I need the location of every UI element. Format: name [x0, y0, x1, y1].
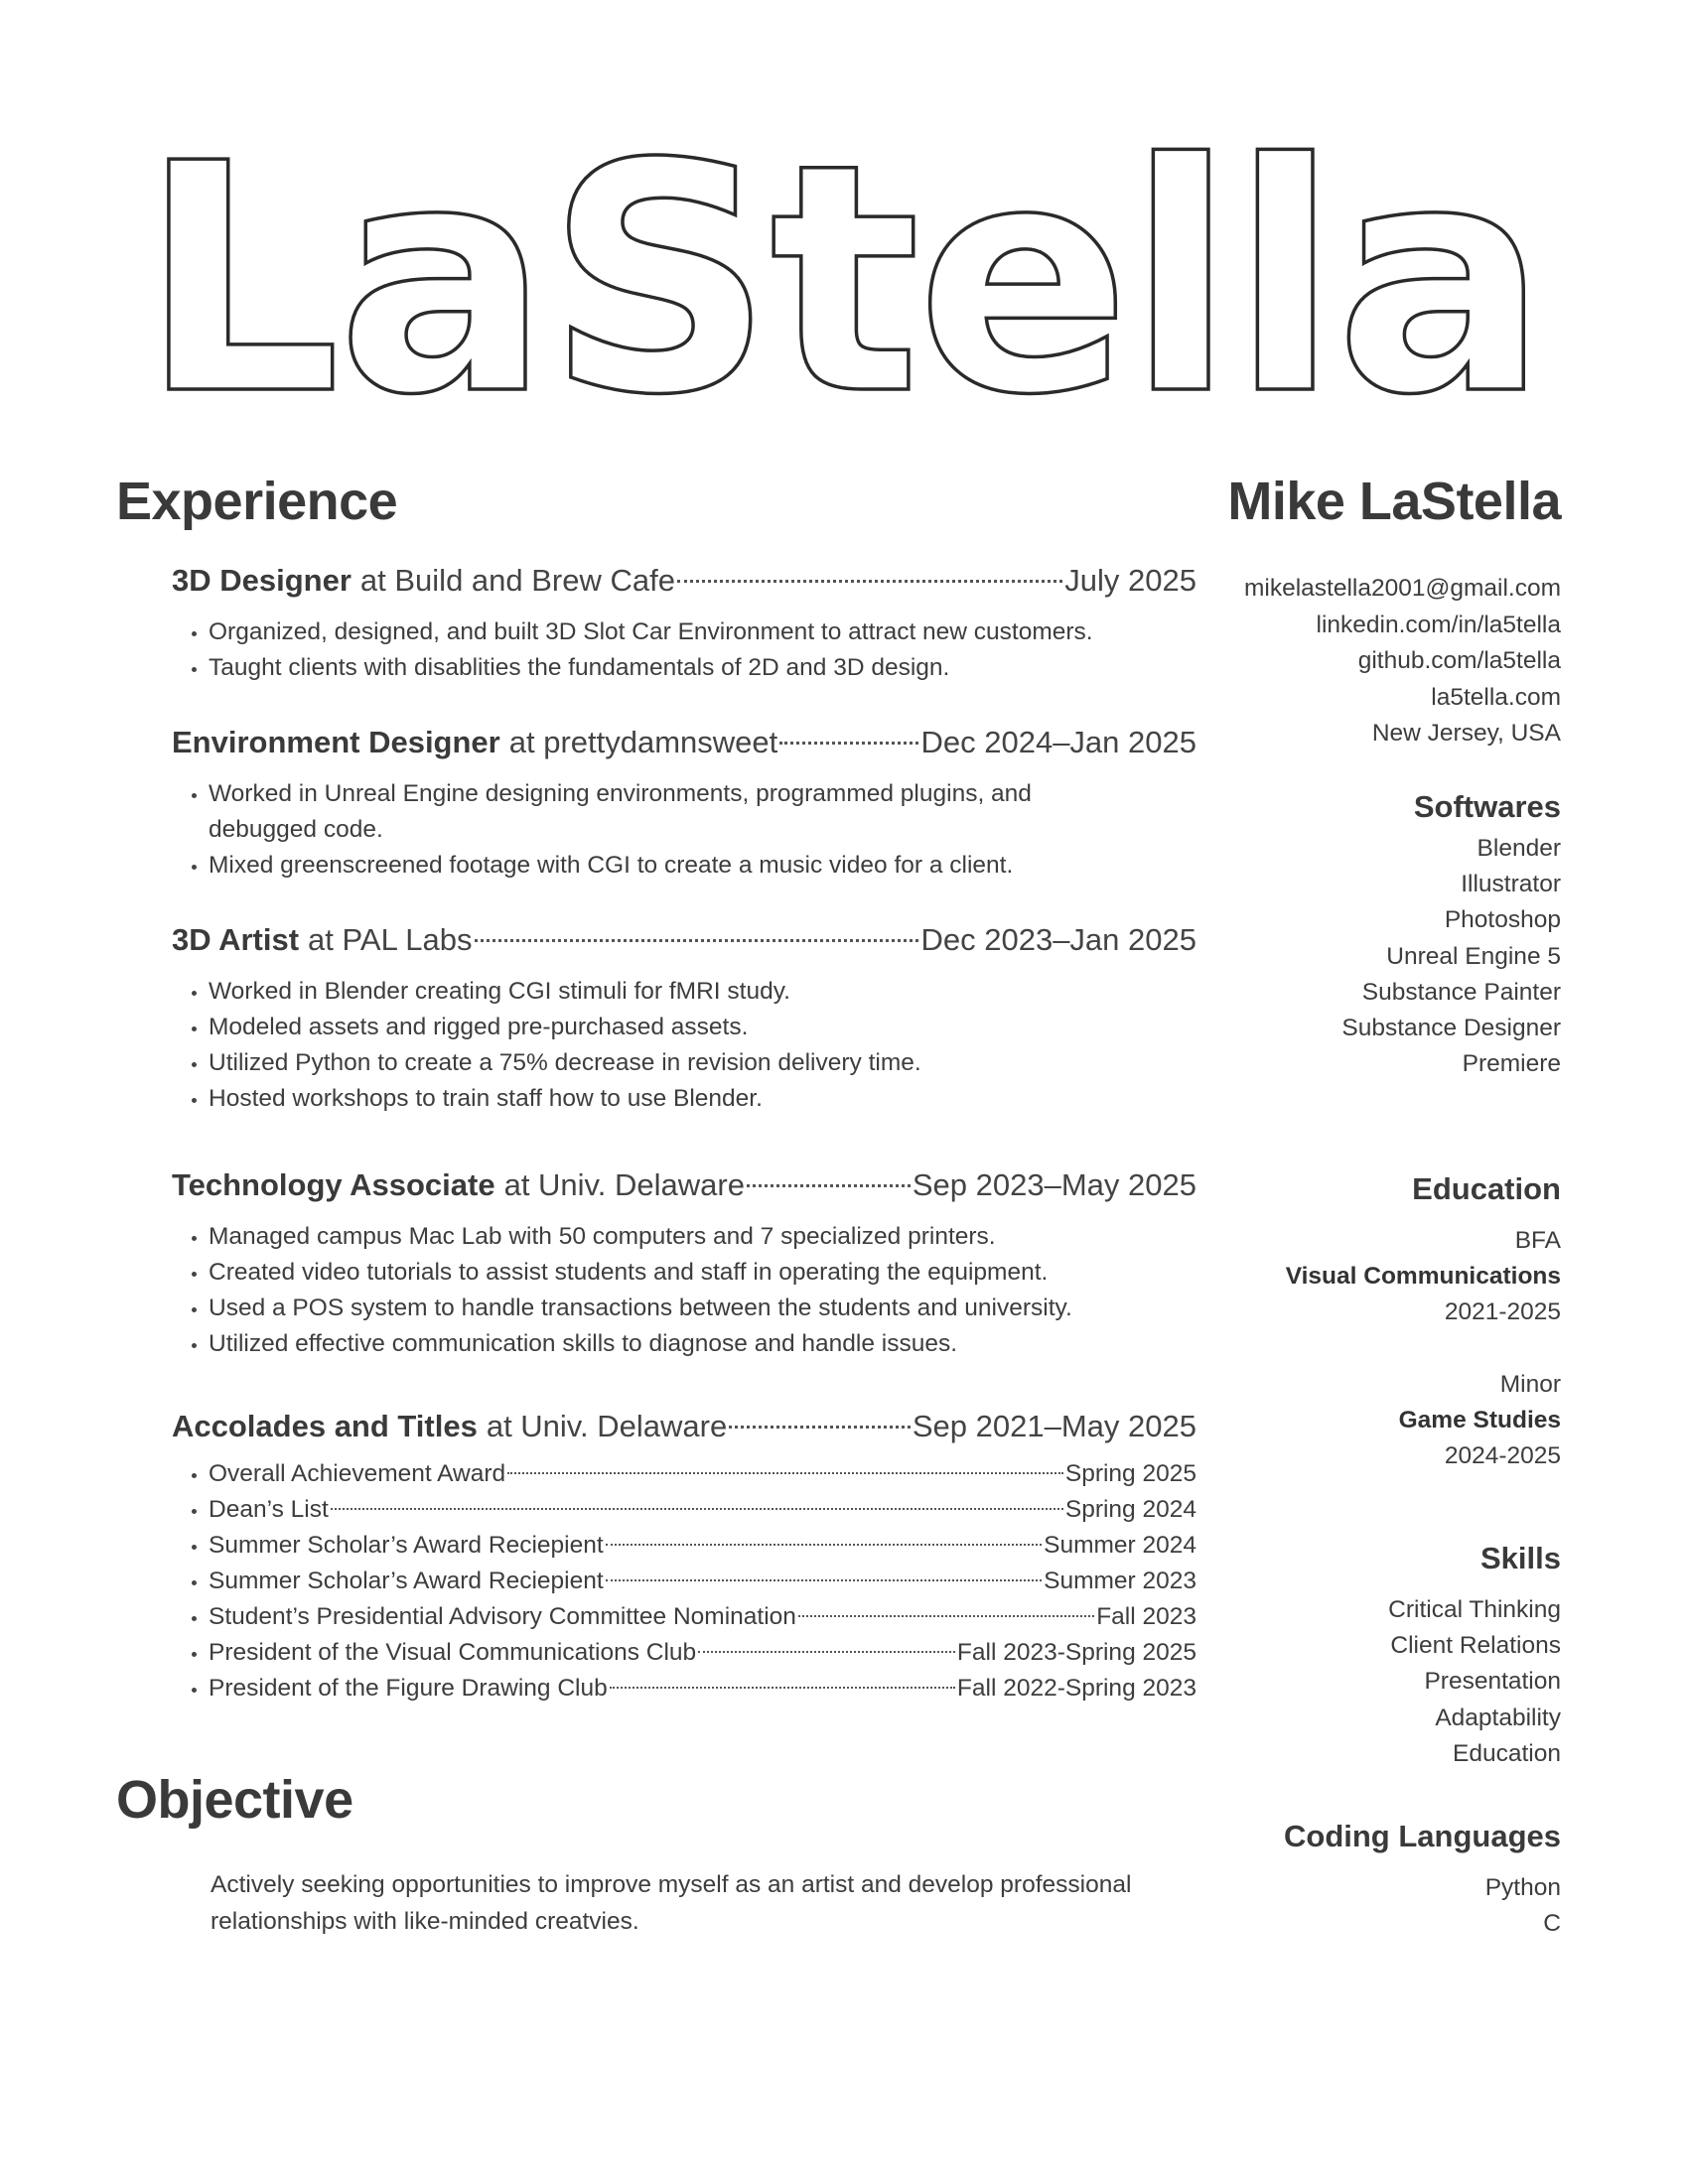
skill-item: Adaptability — [1435, 1704, 1561, 1731]
job-date: Sep 2023–May 2025 — [912, 1167, 1196, 1202]
skills-section — [1184, 1539, 1561, 1772]
job-bullet: Used a POS system to handle transactions between the students and university. — [192, 1291, 1196, 1326]
award-date: Fall 2023 — [1096, 1603, 1196, 1630]
major-years: 2021-2025 — [1444, 1298, 1561, 1326]
education-list — [1184, 1223, 1561, 1474]
job-bullet: Worked in Blender creating CGI stimuli for fMRI study. — [192, 974, 1196, 1010]
award-item — [192, 1671, 1196, 1706]
award-name: President of the Figure Drawing Club — [209, 1675, 608, 1702]
job-entry — [172, 1165, 1196, 1362]
software-item: Substance Painter — [1361, 978, 1561, 1006]
job-bullet: Taught clients with disablities the fundamentals of 2D and 3D design. — [192, 650, 1196, 686]
job-header — [172, 723, 1196, 762]
job-bullet: Worked in Unreal Engine designing environments, programmed plugins, and debugged code. — [192, 776, 1122, 848]
objective-text: Actively seeking opportunities to improve myself as an artist and develop professional relationships with like-minded creatvies. — [211, 1871, 1132, 1935]
award-name: Student’s Presidential Advisory Committee Nomination — [209, 1603, 796, 1630]
software-item: Photoshop — [1444, 906, 1561, 934]
award-item — [192, 1456, 1196, 1492]
software-item: Premiere — [1462, 1050, 1561, 1078]
dot-leader — [475, 939, 919, 942]
award-item — [192, 1528, 1196, 1564]
dot-leader — [677, 580, 1062, 583]
name-banner-graphic — [107, 129, 1577, 427]
job-org: at Univ. Delaware — [486, 1409, 728, 1443]
job-date: Dec 2023–Jan 2025 — [920, 922, 1196, 957]
job-bullet: Modeled assets and rigged pre-purchased assets. — [192, 1010, 1196, 1045]
linkedin-link[interactable]: linkedin.com/in/la5tella — [1316, 611, 1561, 638]
award-item — [192, 1599, 1196, 1635]
job-title: 3D Artist — [172, 922, 300, 957]
email-link[interactable]: mikelastella2001@gmail.com — [1243, 575, 1561, 602]
award-date: Spring 2025 — [1064, 1460, 1196, 1487]
major: Visual Communications — [1285, 1263, 1561, 1291]
award-date: Fall 2023-Spring 2025 — [956, 1639, 1196, 1666]
job-date: July 2025 — [1064, 563, 1196, 598]
award-item — [192, 1564, 1196, 1599]
website-link[interactable]: la5tella.com — [1431, 683, 1561, 711]
coding-item: Python — [1484, 1874, 1561, 1901]
education-heading: Education — [1412, 1171, 1561, 1206]
softwares-list — [1184, 831, 1561, 1082]
job-bullet: Mixed greenscreened footage with CGI to create a music video for a client. — [192, 848, 1196, 884]
job-entry — [172, 723, 1196, 884]
github-link[interactable]: github.com/la5tella — [1357, 647, 1561, 674]
job-org: at Build and Brew Cafe — [359, 563, 675, 598]
award-date: Summer 2024 — [1044, 1532, 1196, 1559]
accolades-entry — [172, 1407, 1196, 1706]
job-bullets — [192, 614, 1196, 686]
software-item: Unreal Engine 5 — [1386, 942, 1561, 970]
job-date: Dec 2024–Jan 2025 — [920, 725, 1196, 759]
job-title: 3D Designer — [172, 563, 352, 598]
award-name: President of the Visual Communications Club — [209, 1639, 697, 1666]
award-item — [192, 1635, 1196, 1671]
coding-section — [1184, 1817, 1561, 1942]
job-bullet: Created video tutorials to assist students and staff in operating the equipment. — [192, 1255, 1196, 1291]
job-date: Sep 2021–May 2025 — [912, 1409, 1196, 1443]
dot-leader — [610, 1687, 955, 1689]
minor-label: Minor — [1499, 1370, 1561, 1398]
experience-heading: Experience — [116, 472, 398, 531]
software-item: Illustrator — [1461, 871, 1561, 898]
job-header — [172, 561, 1196, 601]
skills-list — [1184, 1592, 1561, 1772]
dot-leader — [698, 1651, 955, 1653]
skill-item: Client Relations — [1390, 1632, 1561, 1660]
location-text: New Jersey, USA — [1371, 720, 1561, 747]
job-bullets — [192, 1219, 1196, 1362]
dot-leader — [606, 1579, 1042, 1581]
skill-item: Critical Thinking — [1388, 1596, 1561, 1623]
skills-heading: Skills — [1480, 1541, 1561, 1575]
award-name: Overall Achievement Award — [209, 1460, 506, 1487]
software-item: Substance Designer — [1341, 1015, 1561, 1042]
degree: BFA — [1514, 1227, 1561, 1254]
job-bullets — [192, 974, 1196, 1117]
job-org: at PAL Labs — [308, 922, 473, 957]
dot-leader — [507, 1472, 1063, 1474]
minor: Game Studies — [1398, 1406, 1561, 1433]
award-name: Dean’s List — [209, 1496, 329, 1523]
coding-heading: Coding Languages — [1284, 1819, 1561, 1853]
dot-leader — [747, 1184, 911, 1187]
skill-item: Education — [1453, 1739, 1561, 1767]
job-header — [172, 1165, 1196, 1205]
education-section — [1184, 1169, 1561, 1474]
job-title: Technology Associate — [172, 1167, 495, 1202]
software-item: Blender — [1477, 835, 1561, 862]
job-bullets — [192, 776, 1196, 884]
skill-item: Presentation — [1424, 1668, 1561, 1696]
job-header — [172, 1407, 1196, 1446]
award-list — [192, 1456, 1196, 1706]
award-name: Summer Scholar’s Award Reciepient — [209, 1568, 604, 1594]
job-bullet: Managed campus Mac Lab with 50 computers and 7 specialized printers. — [192, 1219, 1196, 1255]
dot-leader — [331, 1508, 1063, 1510]
award-item — [192, 1492, 1196, 1528]
job-bullet: Hosted workshops to train staff how to use Blender. — [192, 1081, 1196, 1117]
coding-list — [1184, 1870, 1561, 1942]
coding-item: C — [1543, 1910, 1561, 1938]
dot-leader — [779, 742, 918, 745]
job-entry — [172, 561, 1196, 686]
award-date: Fall 2022-Spring 2023 — [956, 1675, 1196, 1702]
softwares-heading: Softwares — [1413, 789, 1561, 824]
job-title: Accolades and Titles — [172, 1409, 478, 1443]
job-bullet: Organized, designed, and built 3D Slot Car Environment to attract new customers. — [192, 614, 1196, 650]
job-org: at Univ. Delaware — [503, 1167, 745, 1202]
name-banner-text: LaStella — [139, 129, 1545, 427]
contact-info — [1184, 571, 1561, 752]
award-name: Summer Scholar’s Award Reciepient — [209, 1532, 604, 1559]
job-title: Environment Designer — [172, 725, 500, 759]
softwares-section — [1184, 787, 1561, 1082]
job-bullet: Utilized effective communication skills to diagnose and handle issues. — [192, 1326, 1196, 1362]
minor-years: 2024-2025 — [1444, 1442, 1561, 1470]
dot-leader — [729, 1426, 911, 1429]
dot-leader — [606, 1544, 1042, 1546]
person-name: Mike LaStella — [1227, 472, 1561, 531]
job-bullet: Utilized Python to create a 75% decrease in revision delivery time. — [192, 1045, 1196, 1081]
job-org: at prettydamnsweet — [508, 725, 778, 759]
name-banner — [107, 129, 1577, 427]
award-date: Summer 2023 — [1044, 1568, 1196, 1594]
job-entry — [172, 920, 1196, 1117]
dot-leader — [798, 1615, 1094, 1617]
job-header — [172, 920, 1196, 960]
award-date: Spring 2024 — [1064, 1496, 1196, 1523]
objective-heading: Objective — [116, 1770, 353, 1830]
